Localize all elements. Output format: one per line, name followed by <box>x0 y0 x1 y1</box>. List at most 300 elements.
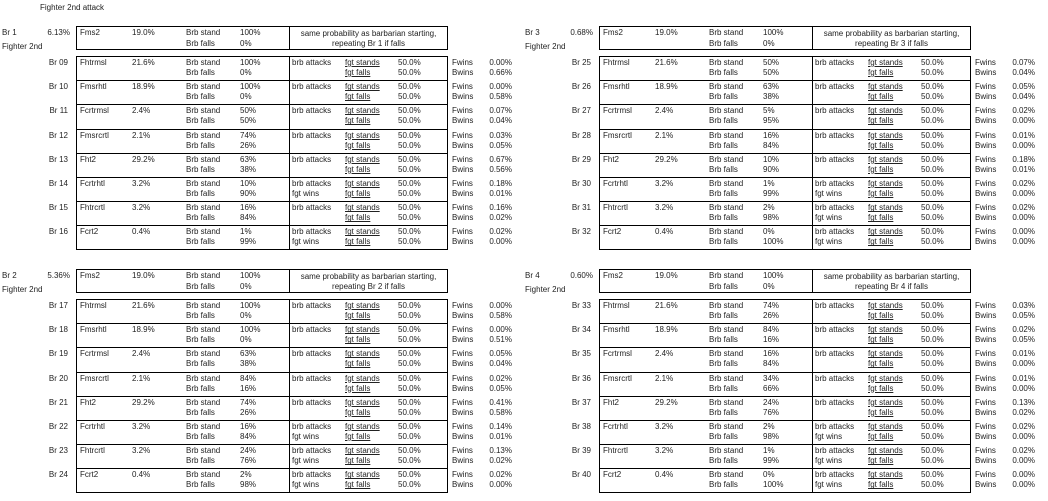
row-fwins-label: Fwins <box>975 154 996 164</box>
row-bwins: 0.04% <box>1012 92 1035 102</box>
row-divider <box>599 225 971 226</box>
row-fighter-wins: fgt wins <box>815 213 843 223</box>
head-prob: 19.0% <box>132 28 155 37</box>
row-falls-label: Brb falls <box>186 116 215 126</box>
row-attack: brb attacks <box>292 446 332 456</box>
head-falls: 0% <box>240 39 252 48</box>
row-bwins-label: Bwins <box>452 68 474 77</box>
row-fgt-falls: fgt falls <box>868 383 894 393</box>
row-move: Fmsrhtl <box>80 325 107 335</box>
row-fgt-falls: fgt falls <box>868 432 894 441</box>
row-divider <box>599 420 971 421</box>
row-id: Br 40 <box>571 470 591 480</box>
row-fwins-label: Fwins <box>452 349 473 359</box>
row-falls-label: Brb falls <box>709 359 738 369</box>
row-p-stands: 50.0% <box>398 373 421 383</box>
row-bwins: 0.01% <box>489 432 512 441</box>
row-move: Fht2 <box>80 154 97 164</box>
row-bwins: 0.05% <box>1012 335 1035 345</box>
row-bwins-label: Bwins <box>975 213 997 223</box>
row-bwins: 0.01% <box>1012 164 1035 174</box>
row-p-falls: 50.0% <box>398 432 421 441</box>
row-divider <box>599 444 971 445</box>
row-attack: brb attacks <box>292 397 332 407</box>
row-move: Fmsrhtl <box>80 82 107 92</box>
row-id: Br 25 <box>571 58 591 67</box>
row-bwins: 0.01% <box>489 189 512 198</box>
row-falls-label: Brb falls <box>186 432 215 441</box>
row-stand-label: Brb stand <box>186 58 221 67</box>
head-falls-label: Brb falls <box>186 39 215 48</box>
row-p-stands: 50.0% <box>398 106 421 116</box>
row-id: Br 27 <box>571 106 591 116</box>
row-stand: 34% <box>763 373 780 383</box>
row-bwins: 0.04% <box>489 359 512 369</box>
row-fwins: 0.03% <box>489 130 512 140</box>
row-fwins: 0.02% <box>489 470 512 480</box>
row-p-stands: 50.0% <box>921 301 944 310</box>
row-fwins-label: Fwins <box>452 301 473 310</box>
row-prob: 3.2% <box>655 203 674 213</box>
row-fgt-stands: fgt stands <box>868 470 903 480</box>
row-fwins-label: Fwins <box>975 203 996 213</box>
row-falls: 0% <box>240 68 252 77</box>
head-stand: 100% <box>240 271 261 280</box>
row-falls-label: Brb falls <box>186 407 215 417</box>
row-prob: 2.1% <box>655 130 674 140</box>
row-falls: 99% <box>763 189 780 198</box>
head-falls: 0% <box>240 282 252 291</box>
row-falls: 0% <box>240 311 252 320</box>
row-fwins: 0.14% <box>489 422 512 431</box>
row-p-falls: 50.0% <box>398 335 421 345</box>
row-fwins-label: Fwins <box>452 58 473 67</box>
row-falls-label: Brb falls <box>186 335 215 345</box>
row-move: Fhtrmsl <box>603 58 630 67</box>
row-prob: 29.2% <box>132 397 155 407</box>
row-bwins: 0.00% <box>1012 140 1035 150</box>
row-p-stands: 50.0% <box>921 227 944 237</box>
row-id: Br 19 <box>48 349 68 359</box>
row-fgt-stands: fgt stands <box>345 203 380 213</box>
row-move: Fht2 <box>603 154 620 164</box>
row-divider <box>599 201 971 202</box>
row-fwins: 0.02% <box>1012 203 1035 213</box>
row-attack: brb attacks <box>292 470 332 480</box>
row-id: Br 34 <box>571 325 591 335</box>
row-falls: 38% <box>763 92 780 102</box>
row-falls-label: Brb falls <box>186 359 215 369</box>
row-p-stands: 50.0% <box>398 301 421 310</box>
row-fwins-label: Fwins <box>452 446 473 456</box>
row-bwins-label: Bwins <box>452 311 474 320</box>
row-bwins-label: Bwins <box>975 189 997 198</box>
row-fgt-falls: fgt falls <box>868 92 894 102</box>
row-attack: brb attacks <box>815 373 855 383</box>
row-fgt-falls: fgt falls <box>345 92 371 102</box>
row-fgt-stands: fgt stands <box>345 130 380 140</box>
row-bwins: 0.00% <box>1012 480 1035 490</box>
head-note-2: repeating Br 1 if falls <box>332 39 405 48</box>
row-fwins-label: Fwins <box>975 397 996 407</box>
row-stand: 24% <box>240 446 257 456</box>
row-fgt-falls: fgt falls <box>345 68 371 77</box>
row-bwins-label: Bwins <box>975 92 997 102</box>
row-bwins: 0.00% <box>1012 359 1035 369</box>
row-fgt-falls: fgt falls <box>345 164 371 174</box>
row-bwins-label: Bwins <box>452 383 474 393</box>
row-divider <box>599 347 971 348</box>
row-falls: 66% <box>763 383 780 393</box>
row-stand-label: Brb stand <box>186 422 221 431</box>
row-attack: brb attacks <box>292 422 332 431</box>
row-attack: brb attacks <box>815 227 855 237</box>
row-fwins-label: Fwins <box>975 349 996 359</box>
row-bwins-label: Bwins <box>975 359 997 369</box>
row-fgt-stands: fgt stands <box>868 179 903 188</box>
head-stand-label: Brb stand <box>186 28 221 37</box>
row-falls: 50% <box>763 68 780 77</box>
row-id: Br 13 <box>48 154 68 164</box>
row-bwins: 0.00% <box>1012 116 1035 126</box>
row-falls-label: Brb falls <box>709 480 738 490</box>
head-falls-label: Brb falls <box>709 39 738 48</box>
row-stand-label: Brb stand <box>186 349 221 359</box>
row-stand: 74% <box>763 301 780 310</box>
row-attack: brb attacks <box>292 227 332 237</box>
row-fgt-falls: fgt falls <box>868 140 894 150</box>
row-stand: 2% <box>763 203 775 213</box>
row-falls-label: Brb falls <box>186 237 215 247</box>
row-fwins: 0.00% <box>489 58 512 67</box>
row-fgt-falls: fgt falls <box>868 237 894 247</box>
row-p-stands: 50.0% <box>921 373 944 383</box>
row-bwins-label: Bwins <box>452 116 474 126</box>
row-p-falls: 50.0% <box>921 189 944 198</box>
row-falls-label: Brb falls <box>709 432 738 441</box>
row-p-falls: 50.0% <box>398 92 421 102</box>
row-divider <box>76 468 448 469</box>
row-prob: 0.4% <box>655 227 674 237</box>
head-falls-label: Brb falls <box>709 282 738 291</box>
head-stand: 100% <box>240 28 261 37</box>
row-stand-label: Brb stand <box>709 203 744 213</box>
row-prob: 18.9% <box>655 82 678 92</box>
row-falls: 16% <box>763 335 780 345</box>
row-id: Br 37 <box>571 397 591 407</box>
branch-probability: 0.60% <box>570 271 593 280</box>
row-prob: 0.4% <box>132 227 151 237</box>
row-attack: brb attacks <box>815 397 855 407</box>
row-divider <box>599 372 971 373</box>
row-falls-label: Brb falls <box>709 383 738 393</box>
row-p-falls: 50.0% <box>398 213 421 223</box>
row-bwins: 0.00% <box>1012 213 1035 223</box>
row-fgt-stands: fgt stands <box>345 325 380 335</box>
row-bwins-label: Bwins <box>452 92 474 102</box>
row-fwins-label: Fwins <box>452 470 473 480</box>
row-stand: 100% <box>240 301 261 310</box>
branch-id: Br 2 <box>2 271 17 280</box>
head-note-2: repeating Br 3 if falls <box>855 39 928 48</box>
row-stand-label: Brb stand <box>186 227 221 237</box>
row-p-stands: 50.0% <box>398 325 421 335</box>
row-p-falls: 50.0% <box>398 164 421 174</box>
row-fwins-label: Fwins <box>452 227 473 237</box>
row-prob: 29.2% <box>655 154 678 164</box>
head-prob: 19.0% <box>132 271 155 280</box>
row-bwins-label: Bwins <box>975 237 997 247</box>
row-fwins: 0.13% <box>1012 397 1035 407</box>
row-falls: 84% <box>240 213 257 223</box>
row-fwins-label: Fwins <box>452 130 473 140</box>
row-fgt-falls: fgt falls <box>345 383 371 393</box>
row-falls-label: Brb falls <box>709 164 738 174</box>
branch-id: Br 1 <box>2 28 17 37</box>
row-fgt-stands: fgt stands <box>345 397 380 407</box>
row-fwins: 0.02% <box>1012 179 1035 188</box>
row-divider <box>599 129 971 130</box>
head-stand-label: Brb stand <box>709 28 744 37</box>
row-bwins-label: Bwins <box>452 456 474 466</box>
head-note-2: repeating Br 2 if falls <box>332 282 405 291</box>
row-falls: 90% <box>763 164 780 174</box>
row-stand-label: Brb stand <box>186 179 221 188</box>
row-p-falls: 50.0% <box>398 383 421 393</box>
row-move: Fcrt2 <box>80 227 99 237</box>
row-stand: 74% <box>240 397 257 407</box>
row-p-stands: 50.0% <box>921 106 944 116</box>
row-bwins-label: Bwins <box>975 407 997 417</box>
row-falls-label: Brb falls <box>186 164 215 174</box>
row-move: Fmsrcrtl <box>80 130 109 140</box>
row-bwins: 0.56% <box>489 164 512 174</box>
row-bwins-label: Bwins <box>452 140 474 150</box>
row-id: Br 20 <box>48 373 68 383</box>
row-prob: 3.2% <box>132 422 151 431</box>
row-p-falls: 50.0% <box>921 140 944 150</box>
row-fwins: 0.13% <box>489 446 512 456</box>
row-bwins-label: Bwins <box>452 237 474 247</box>
row-p-falls: 50.0% <box>921 407 944 417</box>
row-fwins: 0.67% <box>489 154 512 164</box>
row-falls-label: Brb falls <box>186 213 215 223</box>
row-fgt-stands: fgt stands <box>868 397 903 407</box>
row-bwins-label: Bwins <box>975 456 997 466</box>
row-divider <box>76 372 448 373</box>
row-fwins: 0.02% <box>1012 446 1035 456</box>
row-stand: 100% <box>240 82 261 92</box>
row-fwins: 0.01% <box>1012 130 1035 140</box>
row-bwins-label: Bwins <box>452 407 474 417</box>
row-falls-label: Brb falls <box>709 407 738 417</box>
row-prob: 0.4% <box>655 470 674 480</box>
row-stand-label: Brb stand <box>709 470 744 480</box>
row-fwins: 0.02% <box>489 227 512 237</box>
row-p-stands: 50.0% <box>921 470 944 480</box>
row-divider <box>76 444 448 445</box>
row-move: Fcrtrmsl <box>80 349 109 359</box>
row-attack: brb attacks <box>815 58 855 67</box>
row-fwins-label: Fwins <box>975 227 996 237</box>
row-bwins-label: Bwins <box>452 432 474 441</box>
row-fwins: 0.00% <box>1012 227 1035 237</box>
row-bwins-label: Bwins <box>975 68 997 77</box>
row-fgt-stands: fgt stands <box>868 106 903 116</box>
row-stand-label: Brb stand <box>186 130 221 140</box>
row-falls-label: Brb falls <box>709 311 738 320</box>
row-stand-label: Brb stand <box>709 227 744 237</box>
row-p-stands: 50.0% <box>398 422 421 431</box>
row-stand-label: Brb stand <box>186 154 221 164</box>
row-p-stands: 50.0% <box>921 58 944 67</box>
row-stand: 5% <box>763 106 775 116</box>
row-move: Fcrtrhtl <box>80 422 105 431</box>
row-falls-label: Brb falls <box>709 213 738 223</box>
row-stand: 0% <box>763 227 775 237</box>
row-move: Fmsrcrtl <box>80 373 109 383</box>
row-p-stands: 50.0% <box>921 130 944 140</box>
row-divider <box>76 177 448 178</box>
row-falls-label: Brb falls <box>709 140 738 150</box>
row-id: Br 18 <box>48 325 68 335</box>
row-fgt-falls: fgt falls <box>868 335 894 345</box>
row-bwins-label: Bwins <box>975 140 997 150</box>
row-prob: 2.4% <box>655 106 674 116</box>
row-stand-label: Brb stand <box>186 325 221 335</box>
row-bwins: 0.02% <box>489 213 512 223</box>
row-fwins: 0.01% <box>1012 373 1035 383</box>
row-fwins-label: Fwins <box>975 82 996 92</box>
row-move: Fcrtrhtl <box>603 179 628 188</box>
row-bwins-label: Bwins <box>975 480 997 490</box>
row-bwins-label: Bwins <box>975 383 997 393</box>
row-id: Br 12 <box>48 130 68 140</box>
row-fgt-falls: fgt falls <box>345 213 371 223</box>
row-stand: 16% <box>763 349 780 359</box>
row-prob: 3.2% <box>655 179 674 188</box>
row-falls-label: Brb falls <box>186 480 215 490</box>
row-p-falls: 50.0% <box>398 140 421 150</box>
row-fgt-falls: fgt falls <box>868 311 894 320</box>
row-fgt-stands: fgt stands <box>345 154 380 164</box>
row-stand-label: Brb stand <box>186 373 221 383</box>
row-stand: 16% <box>240 422 257 431</box>
row-fgt-stands: fgt stands <box>868 227 903 237</box>
row-bwins-label: Bwins <box>452 335 474 345</box>
row-stand: 1% <box>763 179 775 188</box>
row-id: Br 26 <box>571 82 591 92</box>
row-move: Fhtrcrtl <box>603 203 628 213</box>
row-fgt-stands: fgt stands <box>868 373 903 383</box>
row-stand-label: Brb stand <box>709 106 744 116</box>
row-attack: brb attacks <box>292 349 332 359</box>
row-divider <box>76 347 448 348</box>
row-falls: 84% <box>763 140 780 150</box>
row-stand-label: Brb stand <box>709 82 744 92</box>
row-bwins: 0.00% <box>1012 432 1035 441</box>
row-p-stands: 50.0% <box>398 227 421 237</box>
row-fwins: 0.05% <box>489 349 512 359</box>
row-divider <box>599 153 971 154</box>
row-id: Br 30 <box>571 179 591 188</box>
row-fighter-wins: fgt wins <box>815 237 843 247</box>
row-fighter-wins: fgt wins <box>292 237 320 247</box>
row-falls: 26% <box>240 140 257 150</box>
row-id: Br 11 <box>49 106 68 116</box>
row-falls: 100% <box>763 237 784 247</box>
row-p-stands: 50.0% <box>921 179 944 188</box>
row-id: Br 17 <box>48 301 68 310</box>
row-stand: 100% <box>240 325 261 335</box>
row-divider <box>599 396 971 397</box>
row-prob: 18.9% <box>132 325 155 335</box>
row-attack: brb attacks <box>292 154 332 164</box>
row-id: Br 14 <box>48 179 68 188</box>
row-stand-label: Brb stand <box>186 82 221 92</box>
row-id: Br 10 <box>48 82 68 92</box>
row-stand-label: Brb stand <box>709 422 744 431</box>
row-id: Br 35 <box>571 349 591 359</box>
row-stand-label: Brb stand <box>186 301 221 310</box>
row-id: Br 23 <box>48 446 68 456</box>
head-move: Fms2 <box>80 28 100 37</box>
row-bwins: 0.58% <box>489 92 512 102</box>
row-prob: 0.4% <box>132 470 151 480</box>
row-stand: 2% <box>763 422 775 431</box>
row-falls: 84% <box>763 359 780 369</box>
row-stand: 1% <box>763 446 775 456</box>
row-p-falls: 50.0% <box>921 335 944 345</box>
row-fwins-label: Fwins <box>452 373 473 383</box>
row-id: Br 15 <box>48 203 68 213</box>
row-fgt-stands: fgt stands <box>868 325 903 335</box>
row-fgt-stands: fgt stands <box>345 446 380 456</box>
row-fwins: 0.07% <box>489 106 512 116</box>
row-bwins: 0.66% <box>489 68 512 77</box>
row-p-stands: 50.0% <box>398 82 421 92</box>
branch-subtitle: Fighter 2nd <box>525 42 566 51</box>
row-fgt-stands: fgt stands <box>868 58 903 67</box>
row-p-falls: 50.0% <box>921 92 944 102</box>
row-bwins: 0.58% <box>489 311 512 320</box>
row-prob: 21.6% <box>655 301 678 310</box>
row-divider <box>76 396 448 397</box>
row-bwins-label: Bwins <box>452 189 474 198</box>
row-p-falls: 50.0% <box>921 164 944 174</box>
row-fgt-stands: fgt stands <box>868 130 903 140</box>
row-falls: 26% <box>240 407 257 417</box>
row-stand-label: Brb stand <box>186 397 221 407</box>
row-falls: 38% <box>240 164 257 174</box>
row-fgt-stands: fgt stands <box>868 301 903 310</box>
row-bwins: 0.02% <box>489 456 512 466</box>
row-falls-label: Brb falls <box>186 92 215 102</box>
row-falls: 99% <box>763 456 780 466</box>
row-fwins: 0.16% <box>489 203 512 213</box>
row-divider <box>76 80 448 81</box>
row-falls: 16% <box>240 383 257 393</box>
page-title: Fighter 2nd attack <box>40 3 105 12</box>
row-fgt-stands: fgt stands <box>868 422 903 431</box>
row-fighter-wins: fgt wins <box>815 480 843 490</box>
head-falls: 0% <box>763 39 775 48</box>
row-attack: brb attacks <box>815 325 855 335</box>
head-falls-label: Brb falls <box>186 282 215 291</box>
row-move: Fmsrcrtl <box>603 373 632 383</box>
head-prob: 19.0% <box>655 271 678 280</box>
row-p-stands: 50.0% <box>921 203 944 213</box>
